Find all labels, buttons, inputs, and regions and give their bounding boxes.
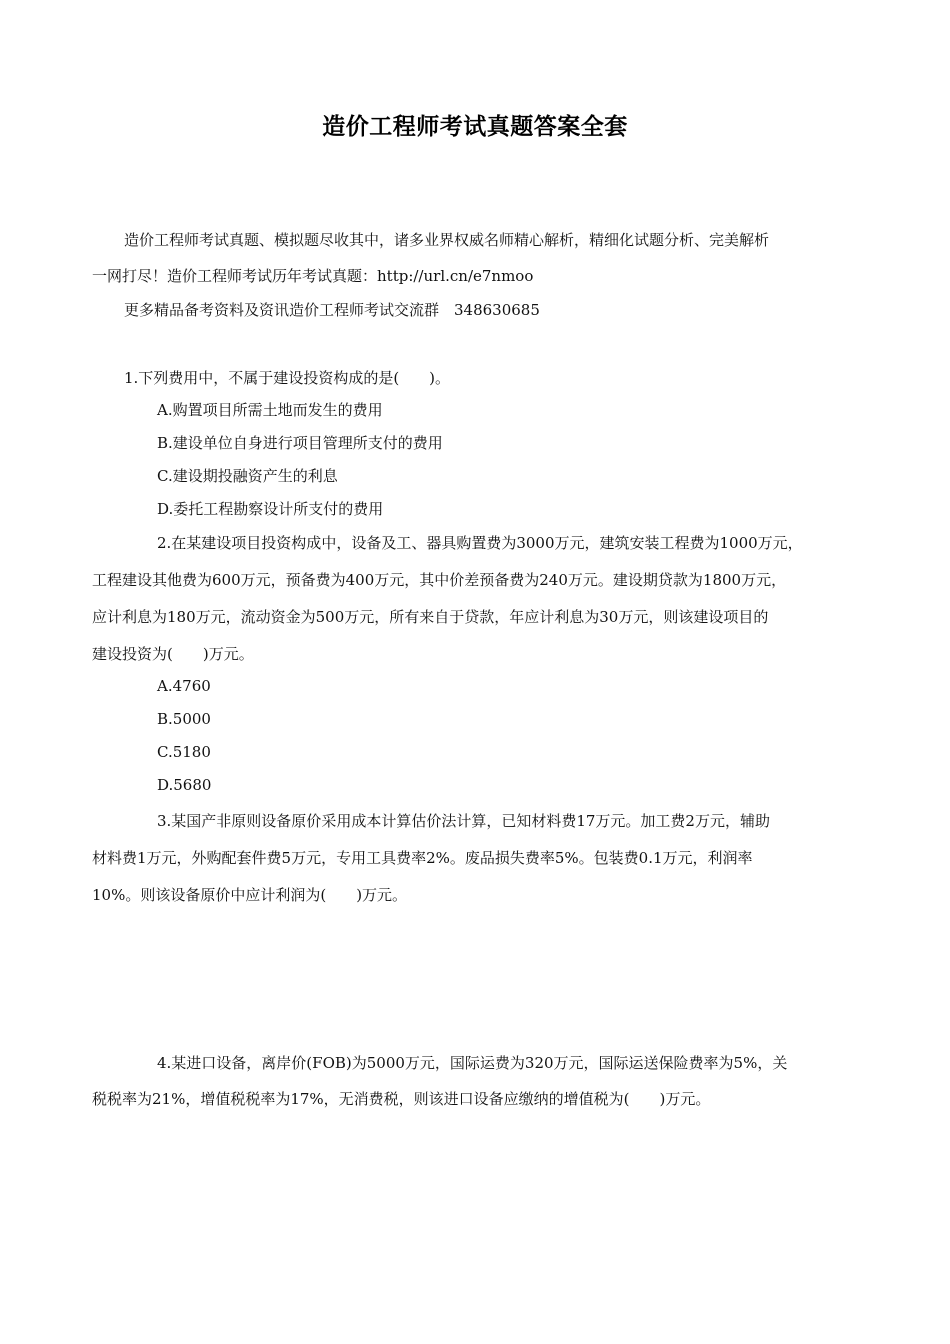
question-2-option-d: D.5680 [157,776,212,794]
question-4-line-2: 税税率为21%，增值税税率为17%，无消费税，则该进口设备应缴纳的增值税为( )万元。 [92,1090,711,1108]
question-3-line-3: 10%。则该设备原价中应计利润为( )万元。 [92,886,408,904]
question-3-line-1: 3.某国产非原则设备原价采用成本计算估价法计算，已知材料费17万元。加工费2万元，辅助 [157,812,770,830]
question-2-line-1: 2.在某建设项目投资构成中，设备及工、器具购置费为3000万元，建筑安装工程费为1000万元， [157,534,803,552]
question-2-line-4: 建设投资为( )万元。 [92,645,254,663]
question-2-line-3: 应计利息为180万元，流动资金为500万元，所有来自于贷款，年应计利息为30万元，则该建设项目的 [92,608,769,626]
question-1-option-c: C.建设期投融资产生的利息 [157,467,338,485]
intro-line-3: 更多精品备考资料及资讯造价工程师考试交流群 348630685 [124,301,540,319]
question-1-option-b: B.建设单位自身进行项目管理所支付的费用 [157,434,443,452]
question-1-stem: 1.下列费用中，不属于建设投资构成的是( )。 [124,369,451,387]
intro-line-2: 一网打尽！造价工程师考试历年考试真题：http://url.cn/e7nmoo [92,267,534,285]
question-2-line-2: 工程建设其他费为600万元，预备费为400万元，其中价差预备费为240万元。建设期贷款为1800万元， [92,571,787,589]
question-4-line-1: 4.某进口设备，离岸价(FOB)为5000万元，国际运费为320万元，国际运送保险费率为5%，关 [157,1054,788,1072]
question-3-line-2: 材料费1万元，外购配套件费5万元，专用工具费率2%。废品损失费率5%。包装费0.1万元，利润率 [92,849,753,867]
question-2-option-a: A.4760 [157,677,211,695]
intro-line-1: 造价工程师考试真题、模拟题尽收其中，诸多业界权威名师精心解析，精细化试题分析、完美解析 [124,231,770,249]
question-1-option-a: A.购置项目所需土地而发生的费用 [157,401,383,419]
question-2-option-c: C.5180 [157,743,211,761]
question-1-option-d: D.委托工程勘察设计所支付的费用 [157,500,384,518]
page-title: 造价工程师考试真题答案全套 [322,114,628,140]
question-2-option-b: B.5000 [157,710,211,728]
